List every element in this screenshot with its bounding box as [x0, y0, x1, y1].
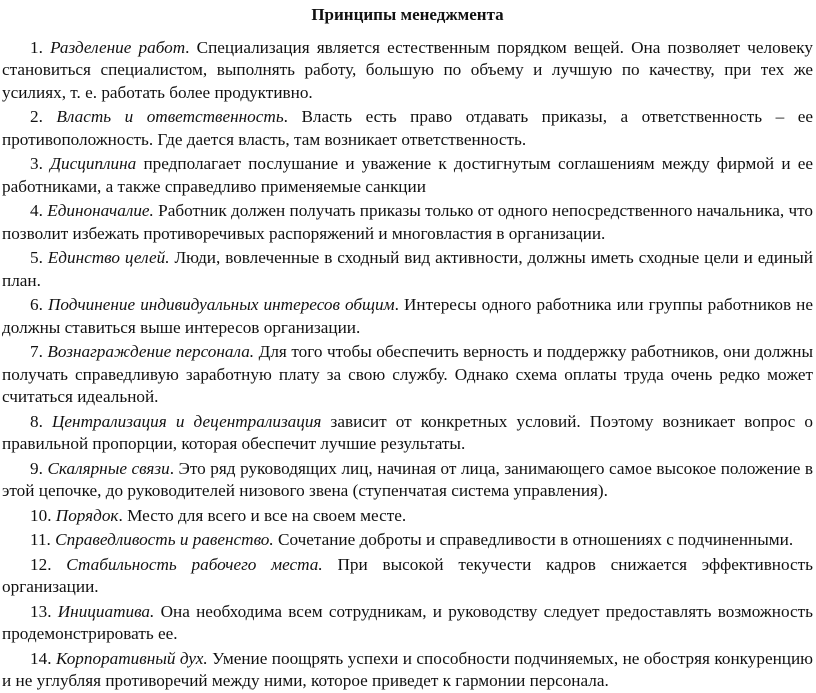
principle-term: Власть и ответственность [56, 107, 284, 127]
principle-term: Скалярные связи [47, 458, 170, 478]
principle-term: Инициатива. [57, 602, 155, 621]
principle-number: 13. [30, 602, 52, 621]
principle-term: Порядок [55, 505, 119, 525]
principle-13 [2, 601, 813, 646]
principle-number: 9. [30, 458, 43, 478]
principle-text: зависит от конкретных условий. Поэтому возникает вопрос о правильной пропорции, которая обеспечит лучшие результаты. [2, 411, 814, 454]
principle-term: Справедливость и равенство. [55, 530, 274, 550]
principle-term: Вознаграждение персонала. [47, 342, 255, 362]
principle-number: 10. [30, 505, 52, 525]
principle-6 [2, 294, 813, 339]
principle-number: 8. [30, 411, 43, 431]
principle-text: . Интересы одного работника или группы работников не должны ставиться выше интересов организации. [2, 295, 813, 337]
principle-term: Разделение работ [50, 38, 186, 57]
principle-number: 12. [30, 555, 52, 574]
principle-text: Она необходима всем сотрудникам, и руководству следует предоставлять возможность продемонстрировать ее. [2, 602, 813, 644]
principle-1 [2, 37, 813, 104]
principle-text: Сочетание доброты и справедливости в отношениях с подчиненными. [273, 530, 794, 550]
principle-4 [2, 200, 813, 245]
principle-11 [2, 529, 813, 551]
principle-number: 6. [30, 295, 43, 315]
principle-term: Корпоративный дух. [55, 649, 208, 668]
principle-term: Подчинение индивидуальных интересов общим [47, 295, 395, 315]
principle-text: При высокой текучести кадров снижается эффективность организации. [2, 555, 814, 597]
principle-term: Стабильность рабочего места. [66, 555, 323, 574]
principle-5 [2, 247, 813, 292]
principle-text: предполагает послушание и уважение к достигнутым соглашениям между фирмой и ее работниками, а также справедливо применяемые санкции [2, 154, 814, 196]
principle-8 [2, 411, 813, 456]
principle-number: 4. [30, 201, 43, 221]
principle-text: . Место для всего и все на своем месте. [118, 505, 407, 525]
principle-text: . Специализация является естественным порядком вещей. Она позволяет человеку становиться специалистом, выполнять работу, большую по объему и лучшую по качеству, при тех же усилиях, т. е. работать более продуктивно. [2, 38, 814, 102]
principle-text: Работник должен получать приказы только от одного непосредственного начальника, что позволит избежать противоречивых распоряжений и многовластия в организации. [2, 201, 814, 243]
principle-number: 3. [30, 154, 43, 174]
principle-number: 1. [30, 38, 43, 57]
principle-2 [2, 106, 813, 151]
principle-number: 2. [30, 107, 43, 127]
principle-14 [2, 648, 813, 693]
principle-12 [2, 554, 813, 599]
principle-7 [2, 341, 813, 408]
principle-text: Умение поощрять успехи и способности подчиняемых, не обостряя конкуренцию и не углубляя противоречий между ними, которое приведет к гармонии персонала. [2, 649, 814, 691]
principle-10 [2, 505, 813, 527]
principle-number: 5. [30, 248, 43, 268]
principle-number: 7. [30, 342, 43, 362]
principle-number: 11. [30, 530, 51, 550]
principle-term: Единство целей. [47, 248, 170, 268]
principle-text: . Власть есть право отдавать приказы, а ответственность – ее противоположность. Где дается власть, там возникает ответственность. [2, 107, 813, 149]
principle-term: Единоначалие. [47, 201, 154, 221]
document-title: Принципы менеджмента [311, 5, 504, 24]
principle-text: Для того чтобы обеспечить верность и поддержку работников, они должны получать справедливую заработную плату за свою службу. Однако схема оплаты труда очень редко может считаться идеальной. [2, 342, 813, 407]
principle-9 [2, 458, 813, 503]
principle-term: Централизация и децентрализация [52, 411, 322, 431]
principle-text: Люди, вовлеченные в сходный вид активности, должны иметь сходные цели и единый план. [2, 248, 813, 290]
principle-number: 14. [30, 649, 52, 668]
principle-3 [2, 153, 813, 198]
principle-term: Дисциплина [50, 154, 137, 174]
principle-text: . Это ряд руководящих лиц, начиная от лица, занимающего самое высокое положение в этой цепочке, до руководителей низового звена (ступенчатая система управления). [2, 458, 813, 501]
